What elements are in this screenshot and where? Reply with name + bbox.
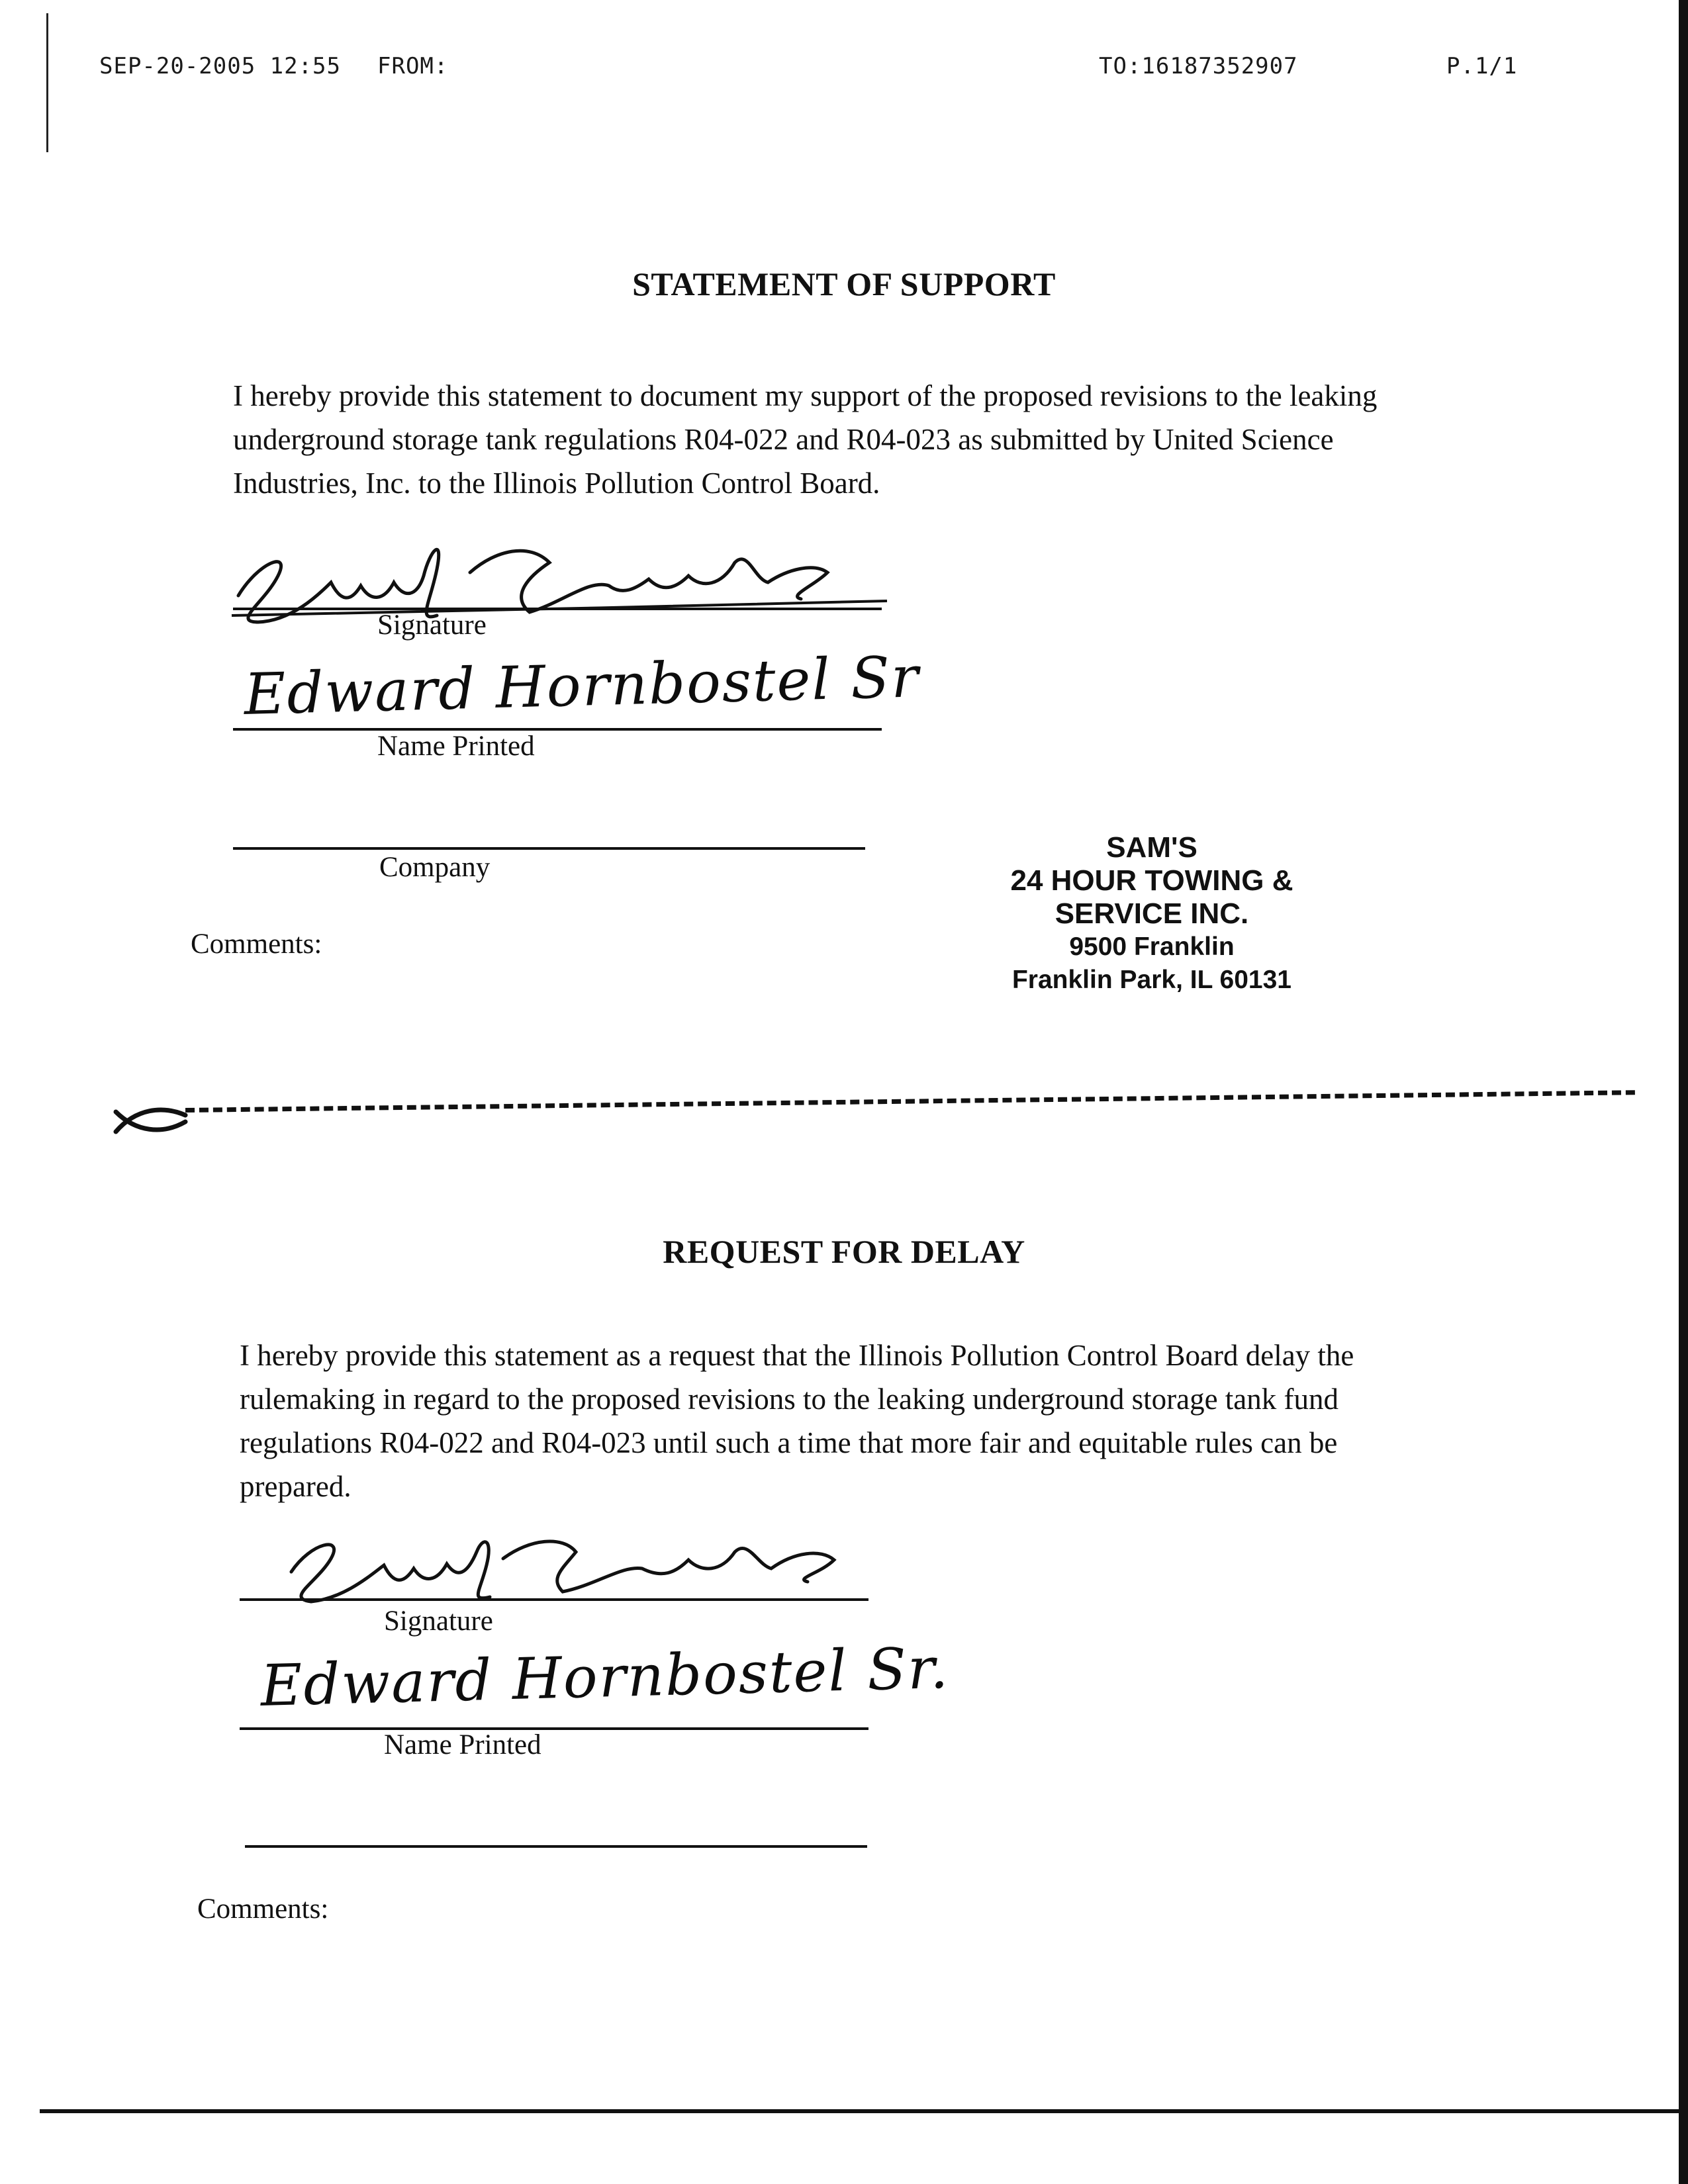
signature-2-image (265, 1512, 900, 1625)
body-line: prepared. (240, 1470, 352, 1503)
page-bottom-rule (40, 2109, 1688, 2113)
signature-1-line (233, 608, 882, 610)
fax-page-number: P.1/1 (1446, 53, 1518, 79)
company-label: Company (379, 852, 491, 883)
request-for-delay-title: REQUEST FOR DELAY (663, 1233, 1025, 1270)
body-line: Industries, Inc. to the Illinois Pollution Control Board. (233, 467, 880, 500)
comments-1-label: Comments: (191, 929, 322, 960)
stamp-line: 9500 Franklin (1069, 933, 1235, 961)
body-line: regulations R04-022 and R04-023 until such a time that more fair and equitable rules can be (240, 1426, 1338, 1459)
name-2-line (240, 1727, 868, 1730)
page-right-edge (1679, 0, 1688, 2184)
stamp-line: SERVICE INC. (1055, 897, 1249, 930)
name-printed-1-label: Name Printed (377, 731, 535, 762)
body-line: rulemaking in regard to the proposed revisions to the leaking underground storage tank fund (240, 1383, 1339, 1416)
comments-2-label: Comments: (197, 1893, 329, 1925)
stamp-line: Franklin Park, IL 60131 (1011, 966, 1291, 994)
body-line: underground storage tank regulations R04-022 and R04-023 as submitted by United Science (233, 423, 1334, 456)
request-for-delay-body (240, 1334, 1494, 1508)
body-line: I hereby provide this statement as a request that the Illinois Pollution Control Board delay the (240, 1339, 1354, 1372)
company-line (233, 847, 865, 850)
body-line: I hereby provide this statement to document my support of the proposed revisions to the leaking (233, 379, 1378, 412)
statement-of-support-body (233, 374, 1484, 505)
signature-1-label: Signature (377, 610, 487, 641)
fax-from: FROM: (377, 53, 449, 79)
printed-name-2: Edward Hornbostel Sr. (259, 1635, 951, 1719)
printed-name-1: Edward Hornbostel Sr (243, 644, 921, 728)
signature-2-label: Signature (384, 1606, 493, 1637)
name-printed-2-label: Name Printed (384, 1729, 541, 1760)
blank-line (245, 1845, 867, 1848)
stamp-line: SAM'S (1106, 831, 1197, 864)
fax-to: TO:16187352907 (1099, 53, 1298, 79)
cut-dashed-line (185, 1090, 1635, 1113)
fax-datetime: SEP-20-2005 12:55 (99, 53, 341, 79)
fax-edge-mark (46, 13, 48, 152)
statement-of-support-title: STATEMENT OF SUPPORT (632, 265, 1056, 302)
signature-1-image (218, 523, 914, 649)
company-stamp (980, 831, 1324, 997)
scissors-icon (109, 1095, 189, 1148)
signature-2-line (240, 1598, 868, 1601)
stamp-line: 24 HOUR TOWING & (1010, 864, 1293, 897)
name-1-line (233, 728, 882, 731)
